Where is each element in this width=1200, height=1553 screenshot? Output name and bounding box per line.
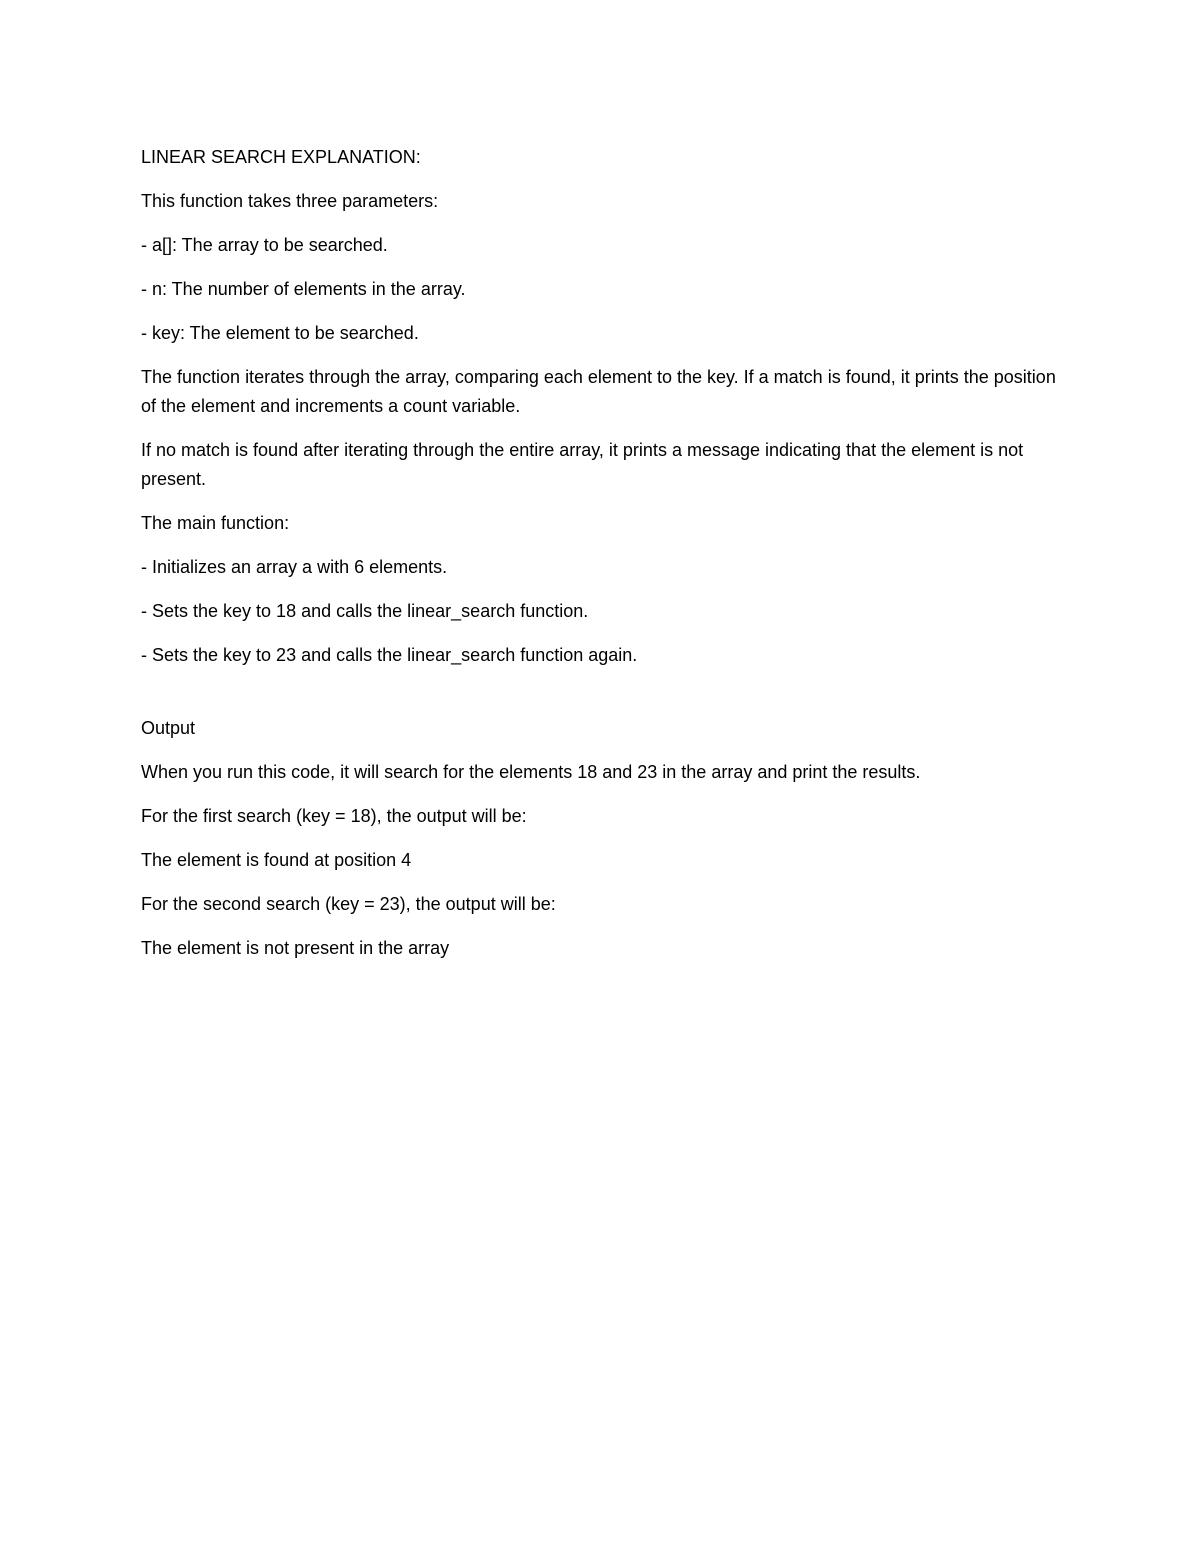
output-paragraph-found: The element is found at position 4 [141,850,412,870]
output-paragraph-run: When you run this code, it will search for the elements 18 and 23 in the array and print the results. [141,762,921,782]
paragraph-initializes: - Initializes an array a with 6 elements. [141,557,448,577]
paragraph-param-key: - key: The element to be searched. [141,323,419,343]
paragraph-key-23: - Sets the key to 23 and calls the linear_search function again. [141,645,638,665]
paragraph-param-n: - n: The number of elements in the array. [141,279,466,299]
paragraph-main-function: The main function: [141,513,290,533]
output-paragraph-first-search: For the first search (key = 18), the output will be: [141,806,527,826]
paragraph-iteration: The function iterates through the array, comparing each element to the key. If a match is found, it prints the position of the element and increments a count variable. [141,367,1056,416]
paragraph-param-a: - a[]: The array to be searched. [141,235,388,255]
document-body [141,143,1071,963]
paragraph-no-match: If no match is found after iterating through the entire array, it prints a message indicating that the element is not present. [141,440,1024,489]
output-paragraph-second-search: For the second search (key = 23), the output will be: [141,894,556,914]
document-heading: LINEAR SEARCH EXPLANATION: [141,147,421,167]
paragraph-parameters-intro: This function takes three parameters: [141,191,439,211]
paragraph-key-18: - Sets the key to 18 and calls the linear_search function. [141,601,589,621]
output-paragraph-not-present: The element is not present in the array [141,938,450,958]
output-heading: Output [141,718,196,738]
